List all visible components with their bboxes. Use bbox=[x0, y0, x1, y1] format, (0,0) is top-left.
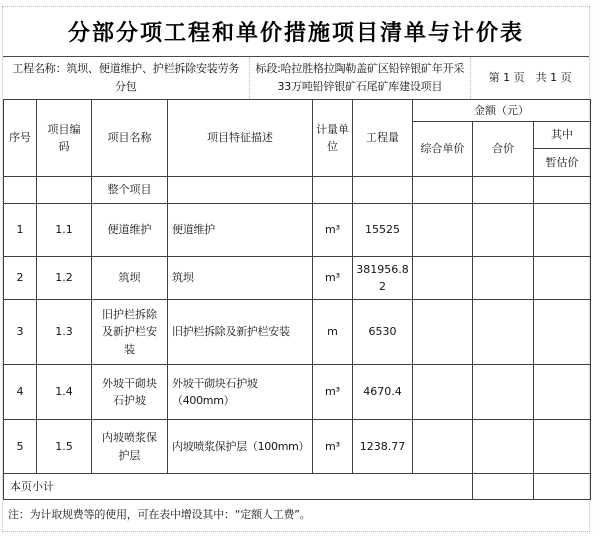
header-seq: 序号 bbox=[4, 100, 37, 177]
cell-quantity: 6530 bbox=[353, 300, 413, 365]
cell-quantity: 1238.77 bbox=[353, 420, 413, 474]
cell-provisional bbox=[534, 420, 591, 474]
subtotal-label: 本页小计 bbox=[4, 474, 473, 500]
cell-provisional bbox=[534, 257, 591, 300]
header-quantity: 工程量 bbox=[353, 100, 413, 177]
cell-quantity bbox=[353, 177, 413, 204]
cell-name: 外坡干砌块石护坡 bbox=[92, 365, 168, 420]
cell-unit_price bbox=[413, 257, 473, 300]
note-text: 注：为计取规费等的使用，可在表中增设其中：“定额人工费”。 bbox=[8, 508, 311, 521]
cell-unit_price bbox=[413, 300, 473, 365]
cell-seq: 1 bbox=[4, 204, 37, 257]
cell-feature: 旧护栏拆除及新护栏安装 bbox=[168, 300, 313, 365]
cell-name: 整个项目 bbox=[92, 177, 168, 204]
cell-unit_price bbox=[413, 420, 473, 474]
cell-feature bbox=[168, 177, 313, 204]
subtotal-body bbox=[4, 474, 591, 500]
header-name: 项目名称 bbox=[92, 100, 168, 177]
header-unit-price: 综合单价 bbox=[413, 122, 473, 177]
subtotal-row bbox=[4, 474, 591, 500]
cell-quantity: 381956.82 bbox=[353, 257, 413, 300]
cell-name: 旧护栏拆除及新护栏安装 bbox=[92, 300, 168, 365]
note-row bbox=[3, 500, 589, 528]
cell-unit: m³ bbox=[313, 420, 353, 474]
cell-seq: 4 bbox=[4, 365, 37, 420]
cell-feature: 筑坝 bbox=[168, 257, 313, 300]
cell-total_price bbox=[473, 177, 534, 204]
table-row bbox=[4, 365, 591, 420]
cell-feature: 外坡干砌块石护坡（400mm） bbox=[168, 365, 313, 420]
cell-unit: m³ bbox=[313, 257, 353, 300]
table-row bbox=[4, 257, 591, 300]
subtotal-total-price-cell bbox=[473, 474, 534, 500]
info-row bbox=[3, 56, 589, 99]
subtotal-provisional-cell bbox=[534, 474, 591, 500]
cell-name: 内坡喷浆保护层 bbox=[92, 420, 168, 474]
cell-code: 1.2 bbox=[37, 257, 92, 300]
cell-unit: m³ bbox=[313, 365, 353, 420]
page-title: 分部分项工程和单价措施项目清单与计价表 bbox=[67, 21, 524, 46]
cell-provisional bbox=[534, 365, 591, 420]
cell-quantity: 15525 bbox=[353, 204, 413, 257]
cell-seq: 3 bbox=[4, 300, 37, 365]
header-amount-group: 金额（元） bbox=[413, 100, 591, 122]
cell-unit_price bbox=[413, 365, 473, 420]
title-row bbox=[3, 7, 589, 56]
header-provisional: 暂估价 bbox=[534, 149, 591, 177]
table-header bbox=[4, 100, 591, 177]
cell-quantity: 4670.4 bbox=[353, 365, 413, 420]
cell-provisional bbox=[534, 300, 591, 365]
cell-seq: 5 bbox=[4, 420, 37, 474]
cell-code: 1.3 bbox=[37, 300, 92, 365]
cell-unit: m bbox=[313, 300, 353, 365]
header-feature: 项目特征描述 bbox=[168, 100, 313, 177]
cell-total_price bbox=[473, 204, 534, 257]
project-name-cell: 工程名称：筑坝、便道维护、护栏拆除安装劳务分包 bbox=[3, 57, 250, 99]
cell-total_price bbox=[473, 300, 534, 365]
cell-total_price bbox=[473, 257, 534, 300]
cell-name: 便道维护 bbox=[92, 204, 168, 257]
table-row bbox=[4, 177, 591, 204]
section-cell: 标段:哈拉胜格拉陶勒盖矿区铅锌银矿年开采33万吨铅锌银矿石尾矿库建设项目 bbox=[250, 57, 472, 99]
cell-unit_price bbox=[413, 204, 473, 257]
cell-total_price bbox=[473, 420, 534, 474]
cell-unit: m³ bbox=[313, 204, 353, 257]
header-code: 项目编码 bbox=[37, 100, 92, 177]
table-row bbox=[4, 300, 591, 365]
boq-table bbox=[3, 99, 591, 500]
cell-provisional bbox=[534, 204, 591, 257]
cell-code: 1.4 bbox=[37, 365, 92, 420]
table-row bbox=[4, 204, 591, 257]
cell-seq bbox=[4, 177, 37, 204]
cell-unit_price bbox=[413, 177, 473, 204]
cell-unit bbox=[313, 177, 353, 204]
header-total-price: 合价 bbox=[473, 122, 534, 177]
cell-name: 筑坝 bbox=[92, 257, 168, 300]
sheet bbox=[2, 6, 590, 532]
header-among: 其中 bbox=[534, 122, 591, 149]
table-body bbox=[4, 177, 591, 474]
cell-feature: 便道维护 bbox=[168, 204, 313, 257]
header-unit: 计量单位 bbox=[313, 100, 353, 177]
page-number-cell: 第 1 页 共 1 页 bbox=[488, 71, 572, 85]
cell-feature: 内坡喷浆保护层（100mm） bbox=[168, 420, 313, 474]
cell-provisional bbox=[534, 177, 591, 204]
cell-code: 1.5 bbox=[37, 420, 92, 474]
cell-code: 1.1 bbox=[37, 204, 92, 257]
cell-total_price bbox=[473, 365, 534, 420]
table-row bbox=[4, 420, 591, 474]
cell-code bbox=[37, 177, 92, 204]
cell-seq: 2 bbox=[4, 257, 37, 300]
